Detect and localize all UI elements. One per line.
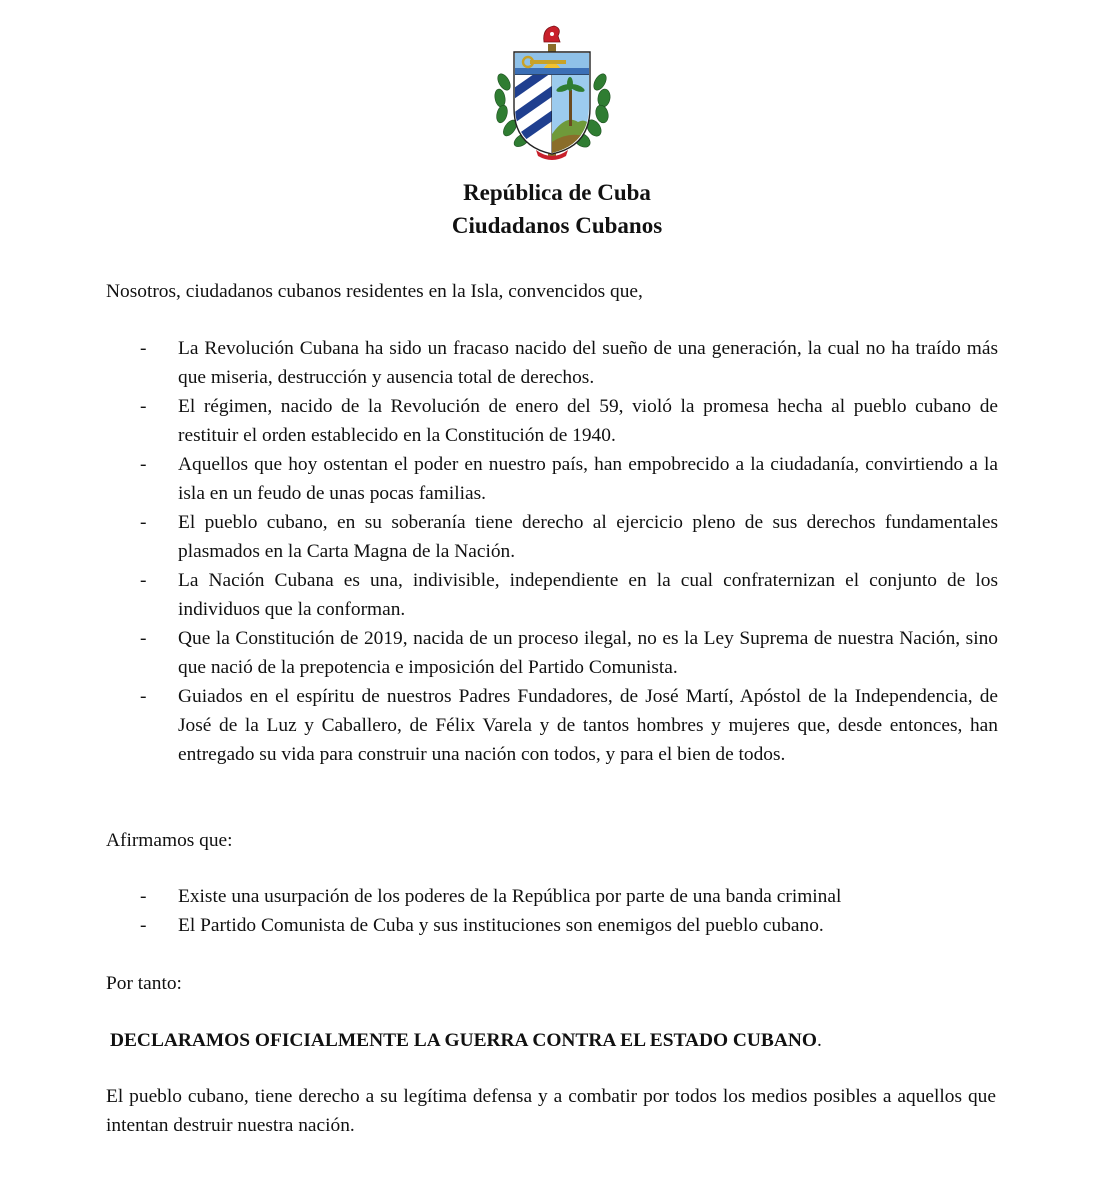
list-item-text: La Nación Cubana es una, indivisible, independiente en la cual confraternizan el conjunto de los individuos que la conforman. xyxy=(178,570,998,620)
list-item xyxy=(106,624,998,682)
therefore-paragraph: Por tanto: xyxy=(106,973,182,994)
intro-paragraph: Nosotros, ciudadanos cubanos residentes en la Isla, convencidos que, xyxy=(106,281,643,302)
list-item xyxy=(106,566,998,624)
list-item-text: Aquellos que hoy ostentan el poder en nuestro país, han empobrecido a la ciudadanía, convirtiendo a la isla en un feudo de unas pocas familias. xyxy=(178,454,998,504)
bullet-dash: - xyxy=(140,396,147,417)
header-line-citizens: Ciudadanos Cubanos xyxy=(451,213,663,238)
declaration-line xyxy=(110,1026,1010,1055)
closing-paragraph: El pueblo cubano, tiene derecho a su legítima defensa y a combatir por todos los medios posibles a aquellos que intentan destruir nuestra nación. xyxy=(106,1086,996,1136)
list-item xyxy=(106,682,998,769)
bullet-dash: - xyxy=(140,686,147,707)
bullet-dash: - xyxy=(140,338,147,359)
bullet-dash: - xyxy=(140,886,147,907)
bullet-dash: - xyxy=(140,915,147,936)
affirm-intro: Afirmamos que: xyxy=(106,830,233,851)
convictions-list xyxy=(106,334,998,769)
bullet-dash: - xyxy=(140,628,147,649)
list-item-text: Guiados en el espíritu de nuestros Padres Fundadores, de José Martí, Apóstol de la Independencia, de José de la Luz y Caballero, de Félix Varela y de tantos hombres y mujeres que, desde entonces, han entregado su vida para construir una nación con todos, y para el bien de todos. xyxy=(178,686,998,765)
coat-of-arms-icon xyxy=(482,22,622,162)
bullet-dash: - xyxy=(140,454,147,475)
list-item xyxy=(106,334,998,392)
affirmations-list xyxy=(106,882,998,940)
list-item xyxy=(106,911,998,940)
declaration-text: DECLARAMOS OFICIALMENTE LA GUERRA CONTRA EL ESTADO CUBANO xyxy=(110,1030,817,1051)
list-item xyxy=(106,392,998,450)
bullet-dash: - xyxy=(140,570,147,591)
list-item-text: La Revolución Cubana ha sido un fracaso nacido del sueño de una generación, la cual no ha traído más que miseria, destrucción y ausencia total de derechos. xyxy=(178,338,998,388)
bullet-dash: - xyxy=(140,512,147,533)
list-item-text: El Partido Comunista de Cuba y sus instituciones son enemigos del pueblo cubano. xyxy=(178,915,824,936)
list-item-text: Que la Constitución de 2019, nacida de un proceso ilegal, no es la Ley Suprema de nuestra Nación, sino que nació de la prepotencia e imposición del Partido Comunista. xyxy=(178,628,998,678)
list-item xyxy=(106,508,998,566)
list-item xyxy=(106,882,998,911)
list-item-text: El régimen, nacido de la Revolución de enero del 59, violó la promesa hecha al pueblo cubano de restituir el orden establecido en la Constitución de 1940. xyxy=(178,396,998,446)
list-item xyxy=(106,450,998,508)
header-line-republic: República de Cuba xyxy=(463,180,651,205)
list-item-text: Existe una usurpación de los poderes de la República por parte de una banda criminal xyxy=(178,886,842,907)
list-item-text: El pueblo cubano, en su soberanía tiene derecho al ejercicio pleno de sus derechos fundamentales plasmados en la Carta Magna de la Nación. xyxy=(178,512,998,562)
declaration-period: . xyxy=(816,1030,822,1051)
